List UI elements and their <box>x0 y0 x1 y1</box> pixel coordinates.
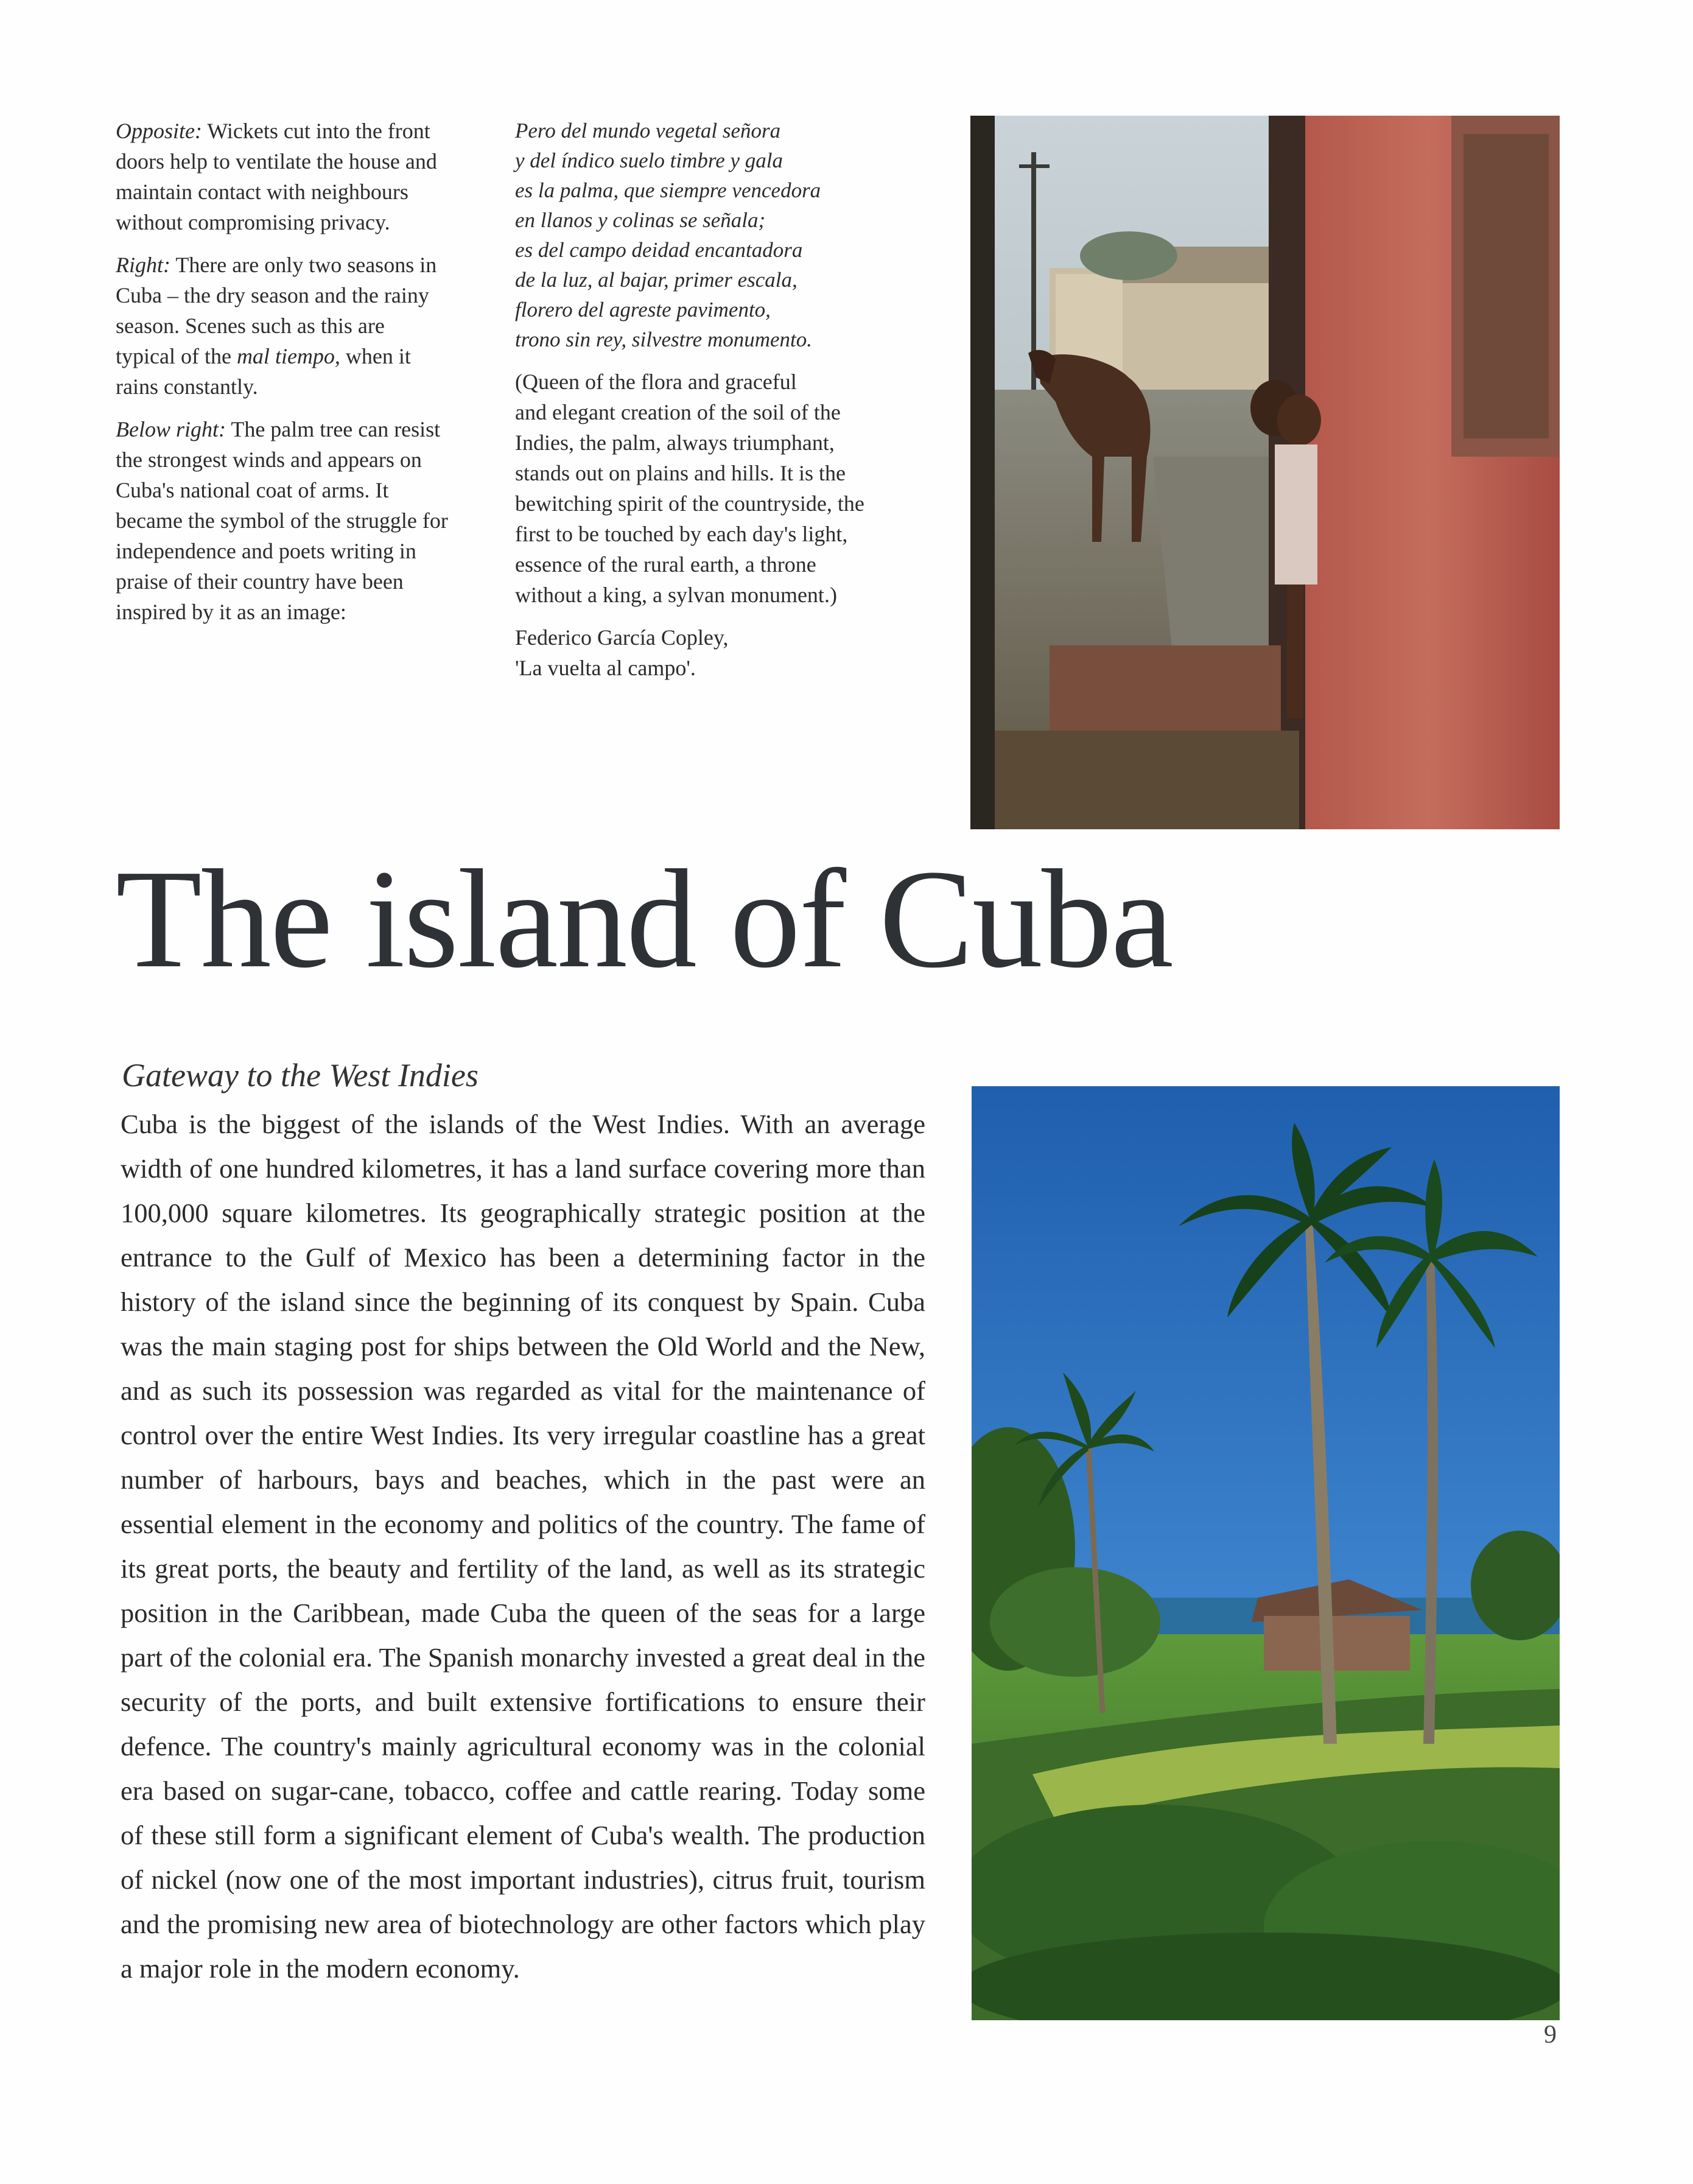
caption-emphasis: mal tiempo, <box>236 344 340 368</box>
palm-photo <box>972 1086 1560 2020</box>
poem-spanish <box>515 116 935 354</box>
caption-label: Below right: <box>116 417 226 441</box>
poem-line: y del índico suelo timbre y gala <box>515 149 783 172</box>
translation-line: essence of the rural earth, a throne <box>515 552 816 577</box>
page-number: 9 <box>1544 2021 1557 2049</box>
translation-line: Indies, the palm, always triumphant, <box>515 430 835 455</box>
translation-line: without a king, a sylvan monument.) <box>515 583 837 607</box>
translation-line: first to be touched by each day's light, <box>515 522 848 546</box>
caption-text: There are only two seasons in Cuba – the dry season and the rainy season. Scenes such as this are typical of the <box>116 253 437 368</box>
body-paragraph: Cuba is the biggest of the islands of the West Indies. With an average width of one hundred kilometres, it has a land surface covering more than 100,000 square kilometres. Its geographically strategic position at the entrance to the Gulf of Mexico has been a determining factor in the history of the island since the beginning of its conquest by Spain. Cuba was the main staging post for ships between the Old World and the New, and as such its possession was regarded as vital for the maintenance of control over the entire West Indies. Its very irregular coastline has a great number of harbours, bays and beaches, which in the past were an essential element in the economy and politics of the country. The fame of its great ports, the beauty and fertility of the land, as well as its strategic position in the Caribbean, made Cuba the queen of the seas for a large part of the colonial era. The Spanish monarchy invested a great deal in the security of the ports, and built extensive fortifications to ensure their defence. The country's mainly agricultural economy was in the colonial era based on sugar-cane, tobacco, coffee and cattle rearing. Today some of these still form a significant element of Cuba's wealth. The production of nickel (now one of the most important industries), citrus fruit, tourism and the promising new area of biotechnology are other factors which play a major role in the modern economy. <box>121 1109 925 1984</box>
caption-text: The palm tree can resist the strongest winds and appears on Cuba's national coat of arms. It became the symbol of the struggle for independence and poets writing in praise of their country have been inspired by it as an image: <box>116 417 448 624</box>
poem-line: trono sin rey, silvestre monumento. <box>515 328 813 351</box>
poem-line: florero del agreste pavimento, <box>515 298 771 321</box>
translation-line: and elegant creation of the soil of the <box>515 400 841 424</box>
poem-line: en llanos y colinas se señala; <box>515 208 766 232</box>
section-subtitle: Gateway to the West Indies <box>122 1057 478 1094</box>
poem-line: es del campo deidad encantadora <box>515 238 803 262</box>
caption-text: Wickets cut into the front doors help to ventilate the house and maintain contact with neighbours without compromising privacy. <box>116 119 437 234</box>
translation-line: (Queen of the flora and graceful <box>515 370 797 394</box>
translation-line: bewitching spirit of the countryside, the <box>515 491 864 516</box>
street-photo <box>970 116 1560 829</box>
poem-line: es la palma, que siempre vencedora <box>515 178 821 202</box>
poem-translation <box>515 367 935 610</box>
caption-label: Right: <box>116 253 170 277</box>
body-text <box>121 1102 925 1991</box>
caption-text: when it rains constantly. <box>116 344 411 399</box>
caption-opposite <box>116 116 449 237</box>
poem-line: de la luz, al bajar, primer escala, <box>515 268 797 292</box>
translation-line: stands out on plains and hills. It is the <box>515 461 846 485</box>
caption-below-right <box>116 414 449 627</box>
poem-line: Pero del mundo vegetal señora <box>515 119 781 142</box>
poem-attribution <box>515 622 935 683</box>
page-title: The island of Cuba <box>116 841 1172 997</box>
caption-column <box>116 116 449 639</box>
attribution-line: Federico García Copley, <box>515 625 729 650</box>
attribution-line: 'La vuelta al campo'. <box>515 656 696 680</box>
caption-right <box>116 250 449 402</box>
caption-label: Opposite: <box>116 119 202 143</box>
poem-column <box>515 116 935 695</box>
